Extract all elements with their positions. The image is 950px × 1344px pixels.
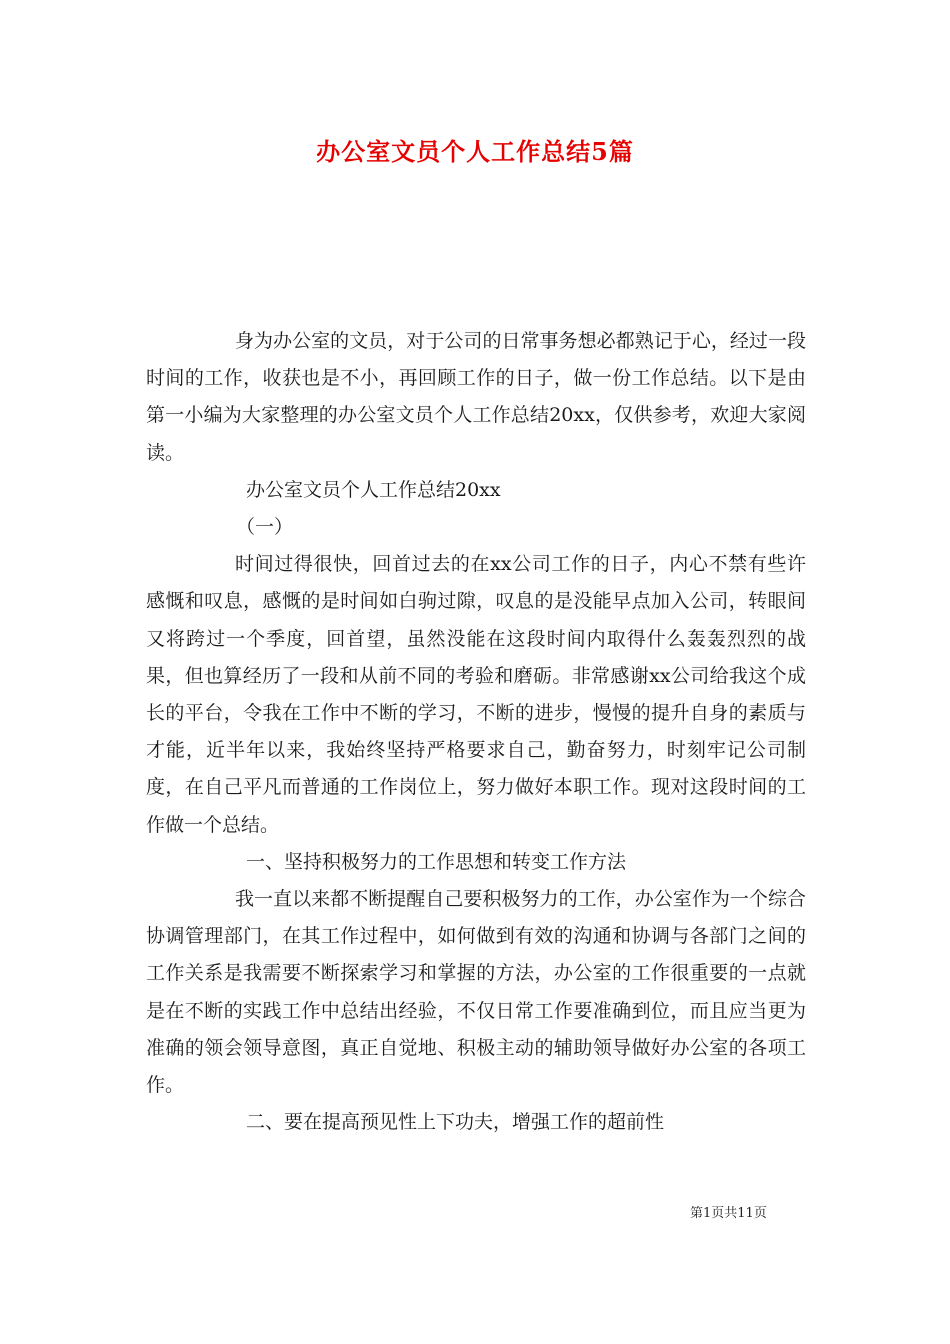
document-body [146,323,806,1141]
intro-paragraph: 身为办公室的文员，对于公司的日常事务想必都熟记于心，经过一段时间的工作，收获也是不小，再回顾工作的日子，做一份工作总结。以下是由第一小编为大家整理的办公室文员个人工作总结20xx，仅供参考，欢迎大家阅读。 [146,330,806,464]
section-heading: 办公室文员个人工作总结20xx [246,478,501,501]
subheading-2: 二、要在提高预见性上下功夫，增强工作的超前性 [246,1111,665,1134]
body-paragraph-1: 时间过得很快，回首过去的在xx公司工作的日子，内心不禁有些许感慨和叹息，感慨的是时间如白驹过隙，叹息的是没能早点加入公司，转眼间又将跨过一个季度，回首望，虽然没能在这段时间内取得什么轰轰烈烈的战果，但也算经历了一段和从前不同的考验和磨砺。非常感谢xx公司给我这个成长的平台，令我在工作中不断的学习，不断的进步，慢慢的提升自身的素质与才能，近半年以来，我始终坚持严格要求自己，勤奋努力，时刻牢记公司制度，在自己平凡而普通的工作岗位上，努力做好本职工作。现对这段时间的工作做一个总结。 [146,553,806,836]
page-footer: 第1页共11页 [690,1206,767,1221]
document-title: 办公室文员个人工作总结5篇 [316,137,634,166]
subheading-1: 一、坚持积极努力的工作思想和转变工作方法 [246,850,627,873]
body-paragraph-2: 我一直以来都不断提醒自己要积极努力的工作，办公室作为一个综合协调管理部门，在其工作过程中，如何做到有效的沟通和协调与各部门之间的工作关系是我需要不断探索学习和掌握的方法，办公室的工作很重要的一点就是在不断的实践工作中总结出经验，不仅日常工作要准确到位，而且应当更为准确的领会领导意图，真正自觉地、积极主动的辅助领导做好办公室的各项工作。 [146,888,806,1097]
section-number: （一） [236,516,294,539]
